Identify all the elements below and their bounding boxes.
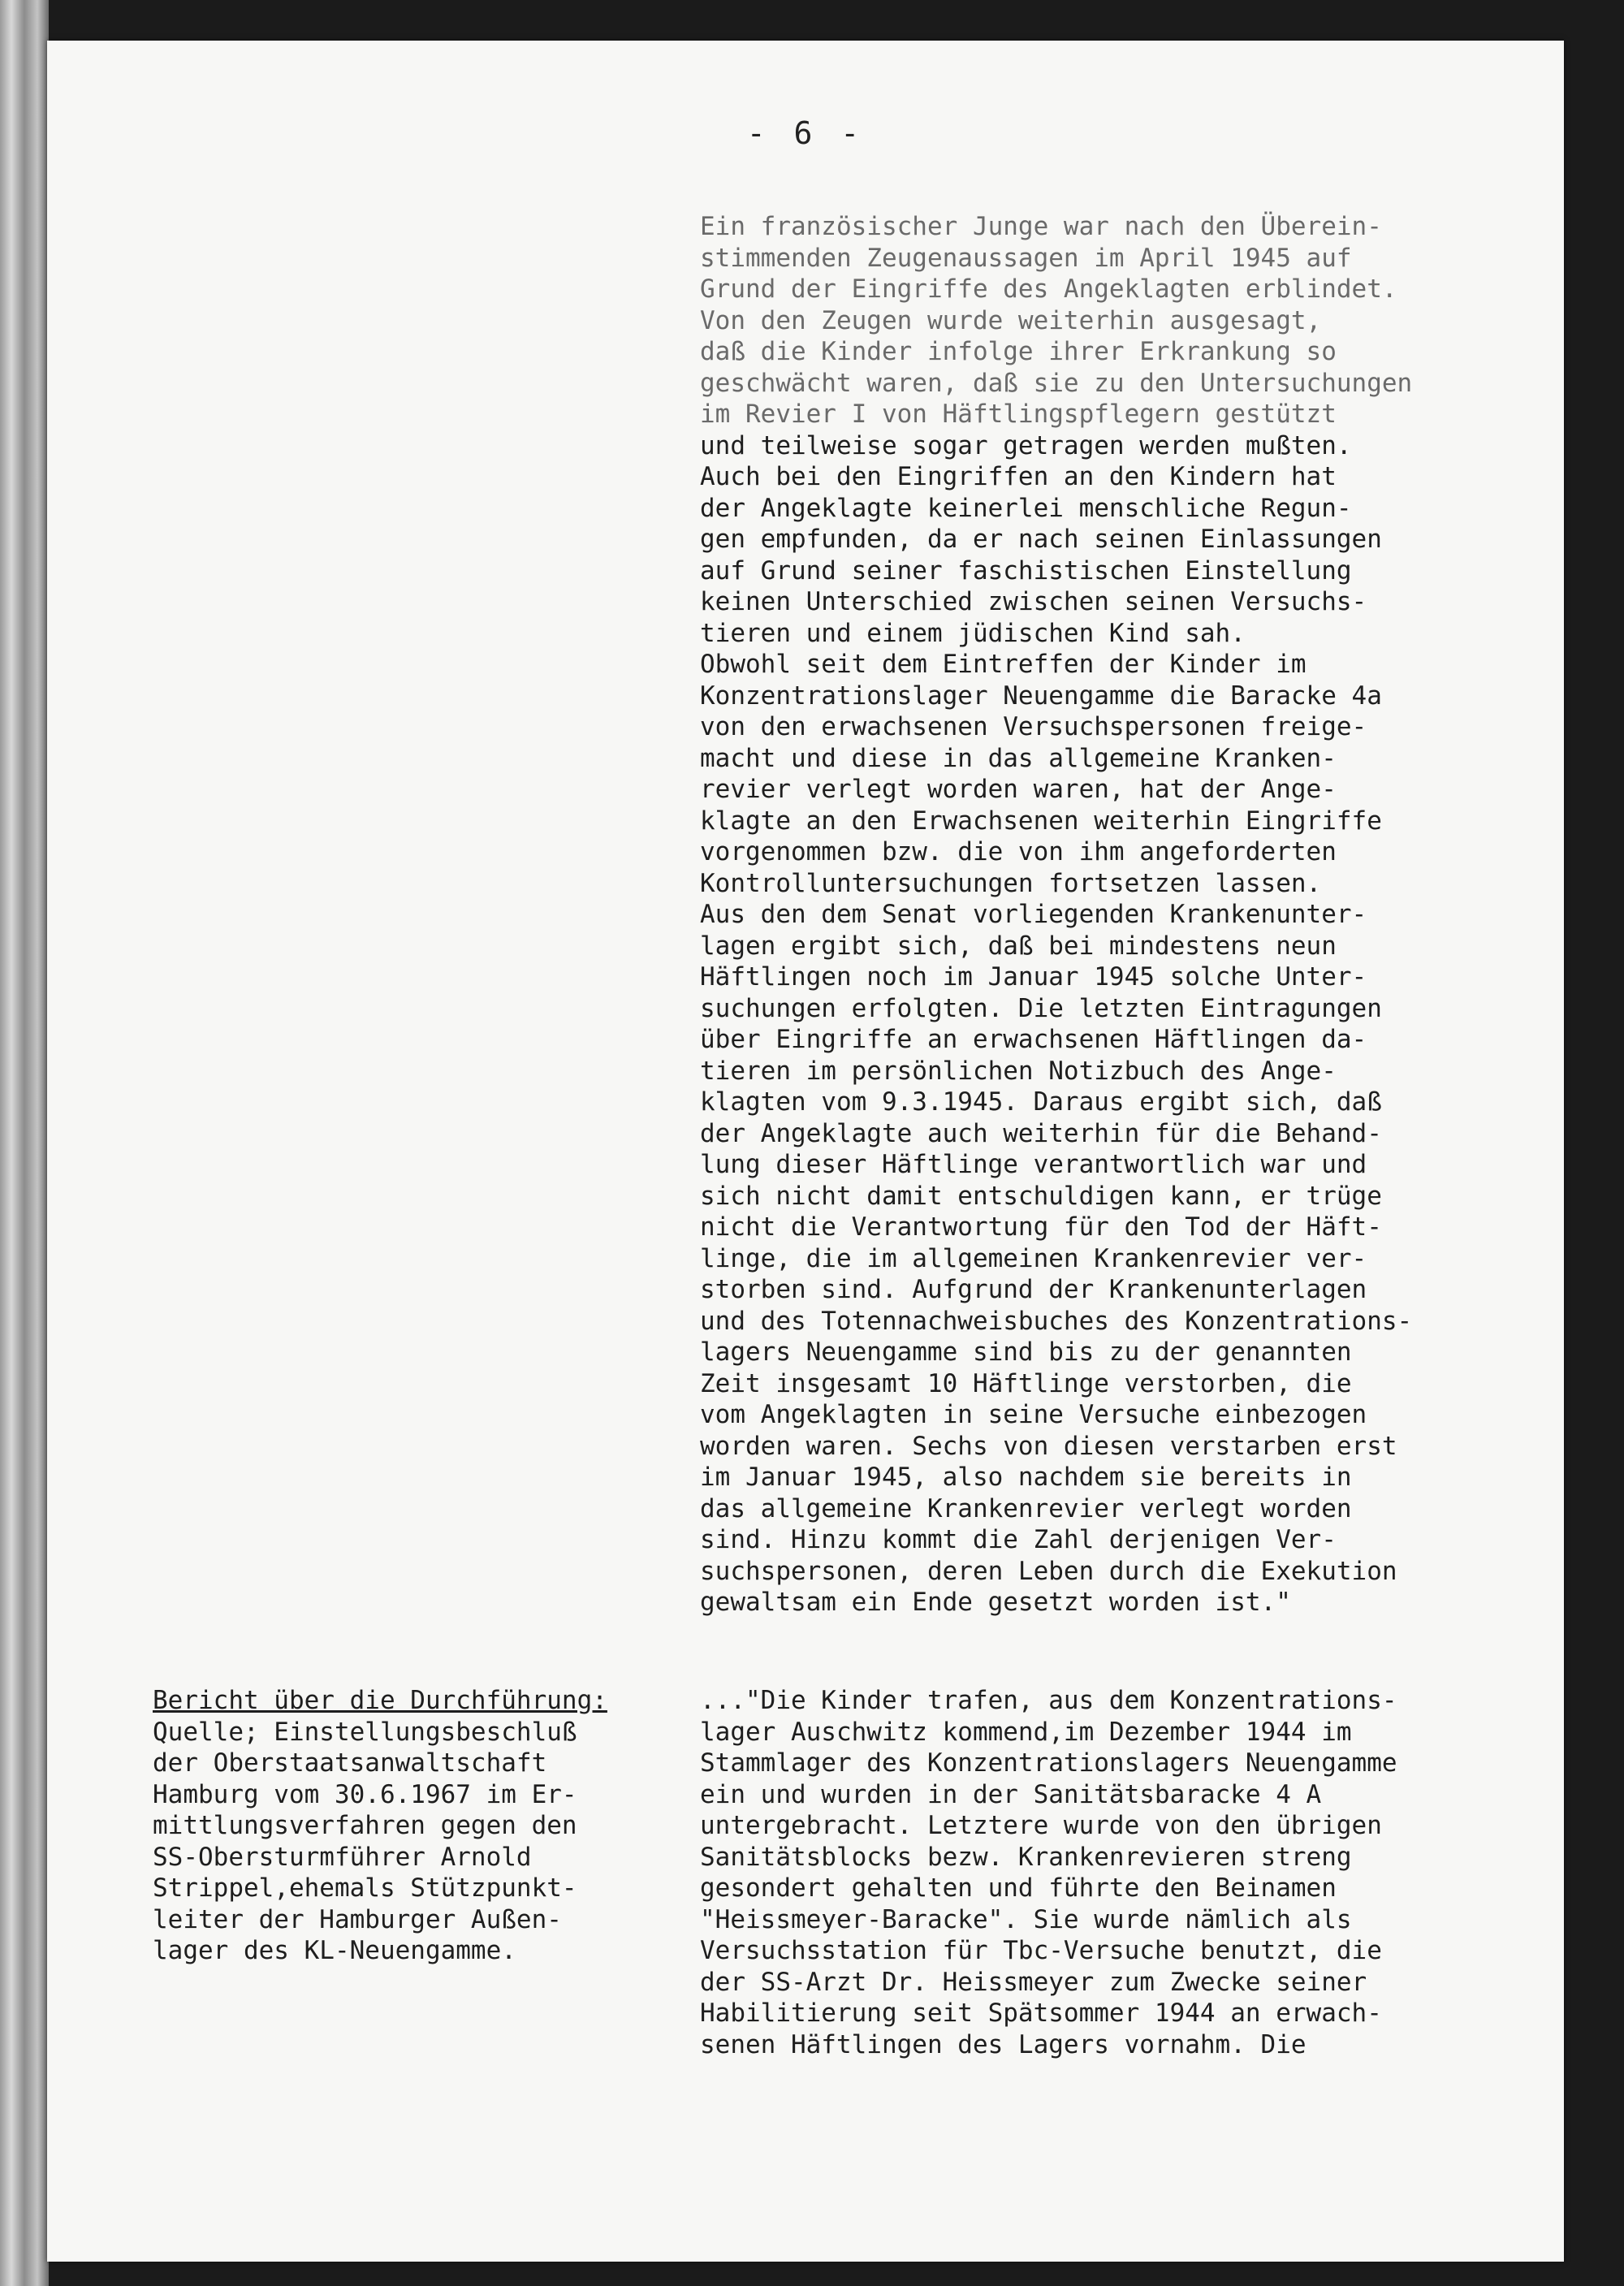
text-line: geschwächt waren, daß sie zu den Untersuchungen — [700, 368, 1413, 398]
text-line: und teilweise sogar getragen werden mußten. — [700, 430, 1352, 460]
text-line: suchspersonen, deren Leben durch die Exekution — [700, 1556, 1397, 1586]
text-line: Grund der Eingriffe des Angeklagten erblindet. — [700, 274, 1397, 304]
text-line: vorgenommen bzw. die von ihm angeforderten — [700, 837, 1337, 866]
faded-lines — [700, 211, 1544, 430]
text-line: Sanitätsblocks bezw. Krankenrevieren streng — [700, 1842, 1352, 1872]
text-line: Von den Zeugen wurde weiterhin ausgesagt, — [700, 305, 1322, 335]
text-line: lung dieser Häftlinge verantwortlich war und — [700, 1150, 1367, 1179]
text-line: ein und wurden in der Sanitätsbaracke 4 A — [700, 1779, 1322, 1809]
text-line: klagten vom 9.3.1945. Daraus ergibt sich, daß — [700, 1087, 1382, 1117]
text-line: keinen Unterschied zwischen seinen Versuchs- — [700, 587, 1367, 616]
text-line: Konzentrationslager Neuengamme die Baracke 4a — [700, 681, 1382, 711]
text-line: daß die Kinder infolge ihrer Erkrankung so — [700, 337, 1337, 366]
text-line: suchungen erfolgten. Die letzten Eintragungen — [700, 993, 1382, 1023]
text-line: der SS-Arzt Dr. Heissmeyer zum Zwecke seiner — [700, 1967, 1367, 1997]
text-line: Ein französischer Junge war nach den Überein- — [700, 212, 1382, 241]
text-line: von den erwachsenen Versuchspersonen freige- — [700, 712, 1367, 741]
text-line: gesondert gehalten und führte den Beinamen — [700, 1873, 1337, 1903]
text-line: Kontrolluntersuchungen fortsetzen lassen. — [700, 868, 1322, 898]
margin-note-line: lager des KL-Neuengamme. — [153, 1936, 516, 1965]
text-line: ..."Die Kinder trafen, aus dem Konzentrations- — [700, 1686, 1397, 1715]
document-page — [47, 41, 1564, 2262]
quote-block-2 — [700, 1685, 1544, 2060]
text-line: lagen ergibt sich, daß bei mindestens neun — [700, 931, 1337, 961]
text-line: lagers Neuengamme sind bis zu der genannten — [700, 1337, 1352, 1367]
margin-note-line: Strippel,ehemals Stützpunkt- — [153, 1873, 577, 1903]
text-line: sind. Hinzu kommt die Zahl derjenigen Ver- — [700, 1525, 1337, 1554]
text-line: sich nicht damit entschuldigen kann, er trüge — [700, 1181, 1382, 1211]
text-line: untergebracht. Letztere wurde von den übrigen — [700, 1811, 1382, 1840]
text-line: nicht die Verantwortung für den Tod der Häft- — [700, 1212, 1382, 1242]
margin-note-line: Hamburg vom 30.6.1967 im Er- — [153, 1779, 577, 1809]
margin-note — [153, 1685, 705, 1967]
text-line: im Januar 1945, also nachdem sie bereits in — [700, 1463, 1352, 1492]
text-line: gen empfunden, da er nach seinen Einlassungen — [700, 525, 1382, 554]
text-line: das allgemeine Krankenrevier verlegt worden — [700, 1493, 1352, 1523]
text-line: senen Häftlingen des Lagers vornahm. Die — [700, 2029, 1307, 2059]
text-line: linge, die im allgemeinen Krankenrevier ver- — [700, 1243, 1367, 1273]
margin-note-line: mittlungsverfahren gegen den — [153, 1811, 577, 1840]
text-line: Zeit insgesamt 10 Häftlinge verstorben, die — [700, 1368, 1352, 1398]
text-line: storben sind. Aufgrund der Krankenunterlagen — [700, 1275, 1367, 1304]
text-line: klagte an den Erwachsenen weiterhin Eingriffe — [700, 806, 1382, 836]
margin-note-line: Quelle; Einstellungsbeschluß — [153, 1717, 577, 1747]
margin-note-line: der Oberstaatsanwaltschaft — [153, 1748, 547, 1778]
text-line: lager Auschwitz kommend,im Dezember 1944 im — [700, 1717, 1352, 1747]
text-line: auf Grund seiner faschistischen Einstellung — [700, 555, 1352, 586]
binder-edge — [0, 0, 49, 2286]
text-line: Auch bei den Eingriffen an den Kindern hat — [700, 462, 1337, 491]
text-line: der Angeklagte auch weiterhin für die Behand- — [700, 1118, 1382, 1148]
text-line: über Eingriffe an erwachsenen Häftlingen da- — [700, 1025, 1367, 1054]
text-line: tieren und einem jüdischen Kind sah. — [700, 618, 1246, 648]
margin-note-line: SS-Obersturmführer Arnold — [153, 1842, 532, 1872]
margin-note-heading: Bericht über die Durchführung: — [153, 1686, 607, 1715]
text-line: macht und diese in das allgemeine Kranken- — [700, 743, 1337, 773]
text-line: der Angeklagte keinerlei menschliche Regun- — [700, 493, 1352, 523]
text-line: worden waren. Sechs von diesen verstarben erst — [700, 1431, 1397, 1461]
text-line: revier verlegt worden waren, hat der Ange- — [700, 775, 1337, 804]
text-line: im Revier I von Häftlingspflegern gestützt — [700, 400, 1337, 429]
text-line: Häftlingen noch im Januar 1945 solche Unter- — [700, 962, 1367, 992]
text-line: "Heissmeyer-Baracke". Sie wurde nämlich als — [700, 1904, 1352, 1934]
text-line: tieren im persönlichen Notizbuch des Ange- — [700, 1056, 1337, 1086]
text-line: Stammlager des Konzentrationslagers Neuengamme — [700, 1748, 1397, 1778]
margin-note-line: leiter der Hamburger Außen- — [153, 1904, 562, 1934]
text-line: stimmenden Zeugenaussagen im April 1945 auf — [700, 243, 1352, 273]
text-line: gewaltsam ein Ende gesetzt worden ist." — [700, 1588, 1291, 1617]
text-line: Aus den dem Senat vorliegenden Krankenunter- — [700, 900, 1367, 929]
text-line: Versuchsstation für Tbc-Versuche benutzt, die — [700, 1936, 1382, 1965]
page-number: - 6 - — [746, 115, 865, 151]
text-line: vom Angeklagten in seine Versuche einbezogen — [700, 1400, 1367, 1429]
text-line: Habilitierung seit Spätsommer 1944 an erwach- — [700, 1999, 1382, 2028]
text-line: Obwohl seit dem Eintreffen der Kinder im — [700, 650, 1307, 679]
text-line: und des Totennachweisbuches des Konzentrations- — [700, 1306, 1413, 1336]
quote-block-1 — [700, 211, 1544, 1618]
